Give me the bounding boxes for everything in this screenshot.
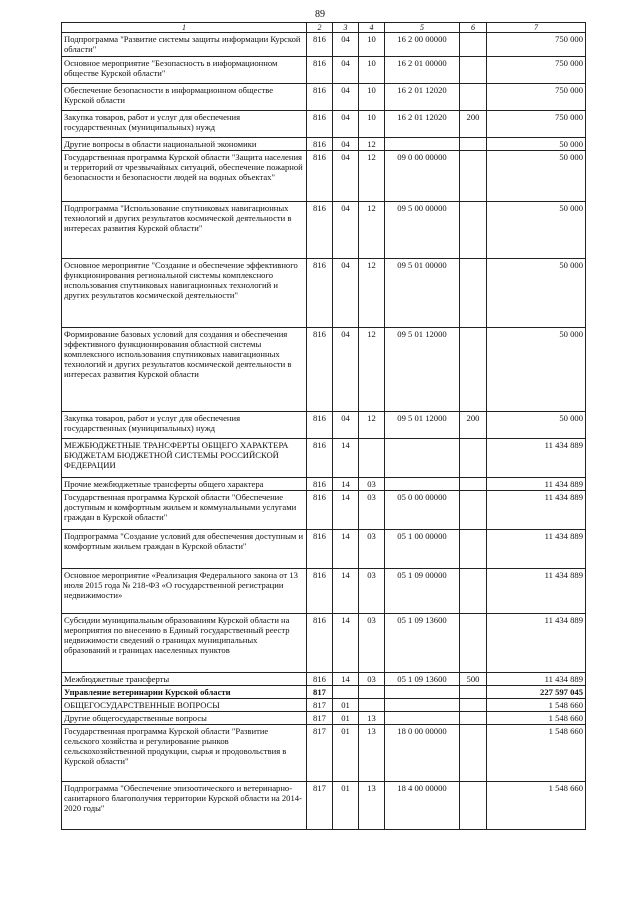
cell-ministry-code: 816 (307, 412, 333, 439)
cell-target-article (385, 439, 460, 478)
cell-expense-type (460, 614, 487, 673)
cell-ministry-code: 816 (307, 259, 333, 328)
cell-target-article: 05 1 09 00000 (385, 569, 460, 614)
cell-section: 04 (333, 33, 359, 57)
cell-amount: 50 000 (487, 328, 586, 412)
cell-target-article: 18 4 00 00000 (385, 782, 460, 830)
cell-target-article: 05 1 00 00000 (385, 530, 460, 569)
table-row (62, 439, 586, 478)
table-row (62, 491, 586, 530)
cell-expense-type: 200 (460, 412, 487, 439)
cell-ministry-code: 816 (307, 33, 333, 57)
column-header-4: 4 (359, 23, 385, 33)
cell-amount: 50 000 (487, 259, 586, 328)
cell-section: 01 (333, 699, 359, 712)
cell-ministry-code: 816 (307, 569, 333, 614)
cell-subsection: 12 (359, 412, 385, 439)
cell-amount: 11 434 889 (487, 614, 586, 673)
cell-target-article: 09 5 01 00000 (385, 259, 460, 328)
cell-target-article: 16 2 00 00000 (385, 33, 460, 57)
cell-name: Подпрограмма "Использование спутниковых навигационных технологий и других результатов космической деятельности в интересах развития Курской области" (62, 202, 307, 259)
cell-expense-type: 200 (460, 111, 487, 138)
cell-target-article (385, 686, 460, 699)
cell-name: ОБЩЕГОСУДАРСТВЕННЫЕ ВОПРОСЫ (62, 699, 307, 712)
cell-section: 04 (333, 111, 359, 138)
cell-section: 04 (333, 328, 359, 412)
cell-name: Управление ветеринарии Курской области (62, 686, 307, 699)
cell-amount: 50 000 (487, 412, 586, 439)
table-row (62, 33, 586, 57)
cell-section: 04 (333, 202, 359, 259)
cell-section: 01 (333, 725, 359, 782)
cell-name: Государственная программа Курской области "Обеспечение доступным и комфортным жильем и коммунальными услугами граждан в Курской области" (62, 491, 307, 530)
cell-amount: 1 548 660 (487, 782, 586, 830)
cell-target-article (385, 712, 460, 725)
cell-name: Прочие межбюджетные трансферты общего характера (62, 478, 307, 491)
cell-name: Субсидии муниципальным образованиям Курской области на мероприятия по внесению в Единый государственный реестр недвижимости сведений о границах муниципальных образований и границах населенных пунктов (62, 614, 307, 673)
cell-subsection (359, 439, 385, 478)
cell-subsection: 12 (359, 151, 385, 202)
table-row (62, 686, 586, 699)
table-row (62, 782, 586, 830)
cell-expense-type (460, 491, 487, 530)
table-row (62, 569, 586, 614)
table-row (62, 699, 586, 712)
cell-amount: 11 434 889 (487, 439, 586, 478)
column-header-7: 7 (487, 23, 586, 33)
cell-section: 01 (333, 712, 359, 725)
cell-expense-type (460, 33, 487, 57)
cell-amount: 11 434 889 (487, 530, 586, 569)
cell-expense-type (460, 84, 487, 111)
cell-expense-type (460, 782, 487, 830)
cell-target-article: 05 1 09 13600 (385, 673, 460, 686)
cell-target-article: 18 0 00 00000 (385, 725, 460, 782)
cell-ministry-code: 817 (307, 686, 333, 699)
table-row (62, 614, 586, 673)
cell-section: 04 (333, 151, 359, 202)
cell-section: 14 (333, 673, 359, 686)
cell-subsection: 03 (359, 673, 385, 686)
cell-ministry-code: 816 (307, 202, 333, 259)
cell-expense-type (460, 259, 487, 328)
cell-subsection: 03 (359, 478, 385, 491)
table-row (62, 530, 586, 569)
column-header-1: 1 (62, 23, 307, 33)
cell-amount: 50 000 (487, 138, 586, 151)
cell-name: Закупка товаров, работ и услуг для обеспечения государственных (муниципальных) нужд (62, 111, 307, 138)
column-header-6: 6 (460, 23, 487, 33)
cell-subsection: 13 (359, 782, 385, 830)
cell-ministry-code: 816 (307, 673, 333, 686)
cell-amount: 750 000 (487, 111, 586, 138)
cell-target-article (385, 478, 460, 491)
cell-section: 14 (333, 439, 359, 478)
cell-name: Основное мероприятие "Безопасность в информационном обществе Курской области" (62, 57, 307, 84)
cell-subsection: 03 (359, 614, 385, 673)
cell-section: 04 (333, 138, 359, 151)
cell-expense-type (460, 686, 487, 699)
cell-ministry-code: 816 (307, 138, 333, 151)
cell-amount: 50 000 (487, 202, 586, 259)
cell-subsection: 12 (359, 259, 385, 328)
cell-subsection: 10 (359, 111, 385, 138)
cell-name: Государственная программа Курской области "Защита населения и территорий от чрезвычайных ситуаций, обеспечение пожарной безопасности и безопасности людей на водных объектах" (62, 151, 307, 202)
table-row (62, 725, 586, 782)
cell-name: Формирование базовых условий для создания и обеспечения эффективного функционирования областной системы комплексного использования спутниковых навигационных технологий и других результатов космической деятельности в интересах развития Курской области (62, 328, 307, 412)
table-row (62, 138, 586, 151)
cell-target-article: 16 2 01 12020 (385, 84, 460, 111)
cell-amount: 750 000 (487, 84, 586, 111)
cell-target-article (385, 699, 460, 712)
column-header-2: 2 (307, 23, 333, 33)
table-row (62, 712, 586, 725)
cell-section: 04 (333, 412, 359, 439)
table-body (62, 33, 586, 830)
cell-amount: 1 548 660 (487, 699, 586, 712)
cell-expense-type (460, 202, 487, 259)
table-row (62, 259, 586, 328)
cell-ministry-code: 816 (307, 478, 333, 491)
cell-subsection: 03 (359, 569, 385, 614)
cell-name: Обеспечение безопасности в информационном обществе Курской области (62, 84, 307, 111)
table-row (62, 202, 586, 259)
cell-subsection: 10 (359, 57, 385, 84)
cell-amount: 11 434 889 (487, 491, 586, 530)
cell-amount: 1 548 660 (487, 725, 586, 782)
cell-subsection: 13 (359, 725, 385, 782)
cell-section: 14 (333, 478, 359, 491)
cell-ministry-code: 816 (307, 57, 333, 84)
cell-subsection (359, 686, 385, 699)
cell-subsection: 03 (359, 530, 385, 569)
cell-amount: 11 434 889 (487, 673, 586, 686)
cell-expense-type (460, 478, 487, 491)
cell-ministry-code: 817 (307, 782, 333, 830)
budget-table (61, 22, 586, 830)
cell-target-article: 16 2 01 00000 (385, 57, 460, 84)
cell-amount: 750 000 (487, 33, 586, 57)
cell-target-article: 09 5 00 00000 (385, 202, 460, 259)
cell-subsection: 12 (359, 138, 385, 151)
cell-expense-type (460, 328, 487, 412)
cell-target-article: 05 0 00 00000 (385, 491, 460, 530)
cell-expense-type: 500 (460, 673, 487, 686)
cell-ministry-code: 816 (307, 491, 333, 530)
cell-subsection: 10 (359, 33, 385, 57)
table-row (62, 412, 586, 439)
cell-name: Межбюджетные трансферты (62, 673, 307, 686)
cell-amount: 50 000 (487, 151, 586, 202)
table-row (62, 328, 586, 412)
cell-expense-type (460, 712, 487, 725)
cell-subsection (359, 699, 385, 712)
table-row (62, 111, 586, 138)
cell-amount: 1 548 660 (487, 712, 586, 725)
cell-name: Закупка товаров, работ и услуг для обеспечения государственных (муниципальных) нужд (62, 412, 307, 439)
cell-ministry-code: 817 (307, 712, 333, 725)
cell-expense-type (460, 725, 487, 782)
cell-subsection: 13 (359, 712, 385, 725)
cell-name: МЕЖБЮДЖЕТНЫЕ ТРАНСФЕРТЫ ОБЩЕГО ХАРАКТЕРА БЮДЖЕТАМ БЮДЖЕТНОЙ СИСТЕМЫ РОССИЙСКОЙ ФЕДЕРАЦИИ (62, 439, 307, 478)
cell-section: 04 (333, 84, 359, 111)
cell-ministry-code: 817 (307, 699, 333, 712)
cell-amount: 750 000 (487, 57, 586, 84)
cell-target-article: 09 5 01 12000 (385, 412, 460, 439)
table-row (62, 478, 586, 491)
cell-ministry-code: 816 (307, 328, 333, 412)
cell-expense-type (460, 569, 487, 614)
cell-section: 14 (333, 530, 359, 569)
cell-section: 14 (333, 491, 359, 530)
cell-amount: 11 434 889 (487, 569, 586, 614)
column-header-3: 3 (333, 23, 359, 33)
cell-name: Другие общегосударственные вопросы (62, 712, 307, 725)
cell-section: 04 (333, 259, 359, 328)
cell-section: 14 (333, 614, 359, 673)
cell-name: Основное мероприятие "Создание и обеспечение эффективного функционирования региональной системы комплексного использования спутниковых навигационных технологий и других результатов космической деятельности" (62, 259, 307, 328)
table-header-row (62, 23, 586, 33)
column-header-5: 5 (385, 23, 460, 33)
cell-section (333, 686, 359, 699)
cell-ministry-code: 816 (307, 614, 333, 673)
cell-target-article: 05 1 09 13600 (385, 614, 460, 673)
cell-expense-type (460, 439, 487, 478)
cell-subsection: 12 (359, 202, 385, 259)
cell-name: Подпрограмма "Обеспечение эпизоотического и ветеринарно-санитарного благополучия территории Курской области на 2014-2020 годы" (62, 782, 307, 830)
cell-name: Подпрограмма "Создание условий для обеспечения доступным и комфортным жильем граждан в Курской области" (62, 530, 307, 569)
table-row (62, 673, 586, 686)
cell-subsection: 03 (359, 491, 385, 530)
cell-ministry-code: 816 (307, 151, 333, 202)
cell-ministry-code: 816 (307, 84, 333, 111)
cell-expense-type (460, 530, 487, 569)
page-number: 89 (315, 9, 325, 20)
cell-subsection: 12 (359, 328, 385, 412)
cell-target-article (385, 138, 460, 151)
cell-expense-type (460, 699, 487, 712)
table-row (62, 57, 586, 84)
cell-section: 14 (333, 569, 359, 614)
cell-target-article: 16 2 01 12020 (385, 111, 460, 138)
cell-name: Подпрограмма "Развитие системы защиты информации Курской области" (62, 33, 307, 57)
cell-name: Основное мероприятие «Реализация Федерального закона от 13 июля 2015 года № 218-ФЗ «О государственной регистрации недвижимости» (62, 569, 307, 614)
cell-expense-type (460, 57, 487, 84)
cell-amount: 11 434 889 (487, 478, 586, 491)
cell-name: Другие вопросы в области национальной экономики (62, 138, 307, 151)
cell-ministry-code: 816 (307, 530, 333, 569)
cell-expense-type (460, 151, 487, 202)
cell-amount: 227 597 045 (487, 686, 586, 699)
cell-section: 04 (333, 57, 359, 84)
table-row (62, 84, 586, 111)
cell-subsection: 10 (359, 84, 385, 111)
cell-target-article: 09 5 01 12000 (385, 328, 460, 412)
cell-section: 01 (333, 782, 359, 830)
table-row (62, 151, 586, 202)
cell-target-article: 09 0 00 00000 (385, 151, 460, 202)
cell-ministry-code: 816 (307, 111, 333, 138)
cell-expense-type (460, 138, 487, 151)
cell-name: Государственная программа Курской области "Развитие сельского хозяйства и регулирование рынков сельскохозяйственной продукции, сырья и продовольствия в Курской области" (62, 725, 307, 782)
cell-ministry-code: 817 (307, 725, 333, 782)
cell-ministry-code: 816 (307, 439, 333, 478)
